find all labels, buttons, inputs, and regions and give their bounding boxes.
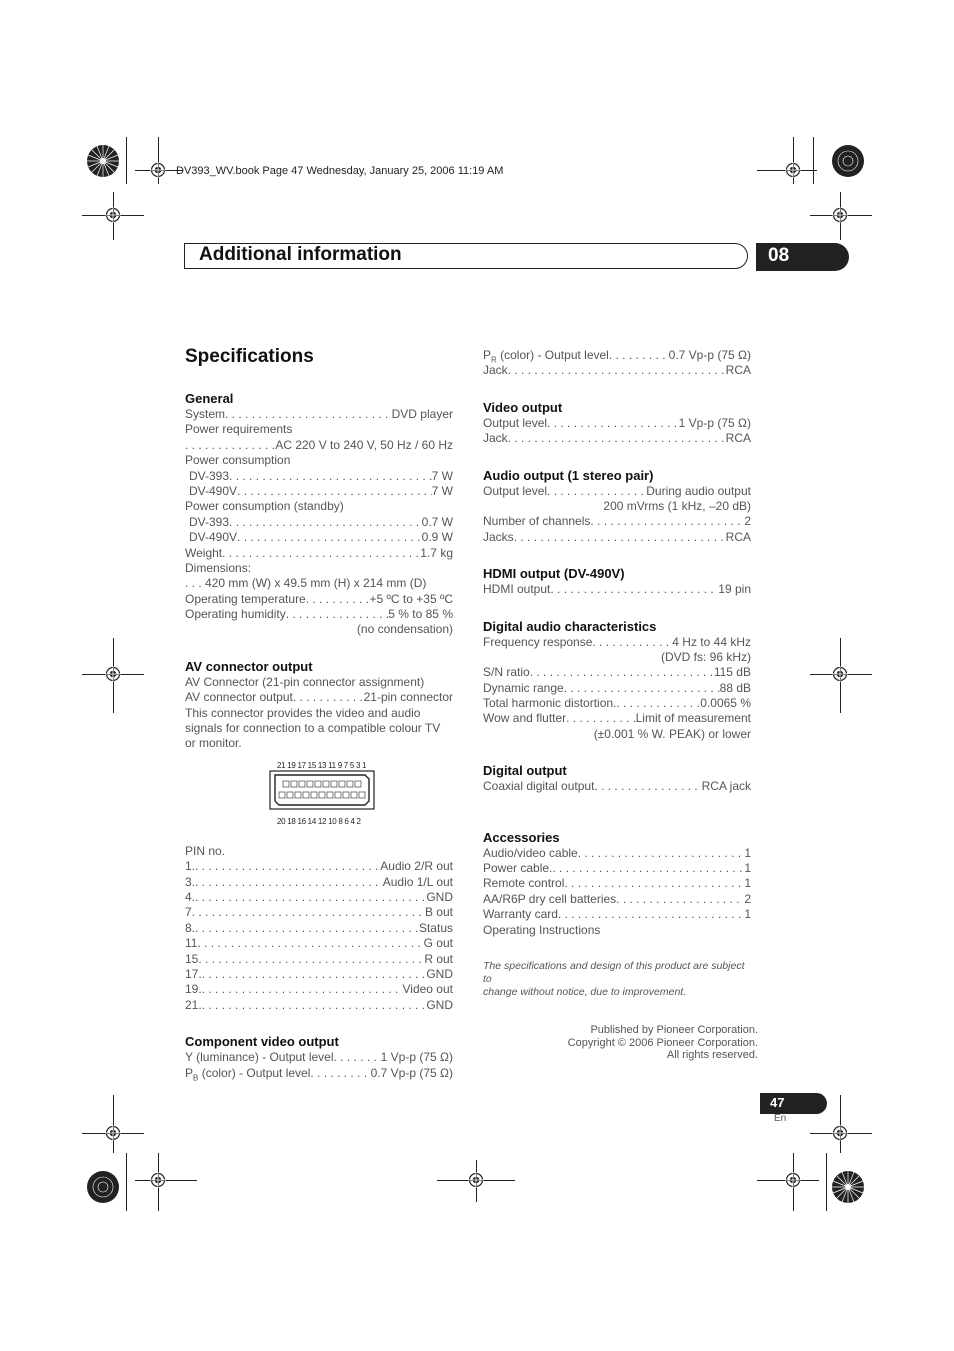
spec-text: This connector provides the video and audio (185, 705, 421, 720)
spec-label: 8. (185, 920, 196, 935)
accessory-item: Operating Instructions (483, 922, 601, 937)
spec-value: RCA (725, 363, 751, 378)
accessory-item (483, 907, 751, 922)
video-heading: Video output (483, 399, 563, 415)
copyright-line: Copyright © 2006 Pioneer Corporation. (567, 1036, 758, 1049)
crosshair-icon (832, 666, 848, 682)
spec-value: RCA jack (701, 779, 751, 794)
spec-value: 5 % to 85 % (388, 607, 453, 622)
accessory-item (483, 846, 751, 861)
spec-row (483, 779, 751, 794)
rights-line: All rights reserved. (666, 1049, 758, 1061)
spec-label: Power consumption (185, 453, 291, 468)
spec-row (185, 407, 453, 422)
crosshair-icon (785, 162, 801, 178)
crosshair-icon (105, 1125, 121, 1141)
right-column (483, 348, 751, 999)
spec-label: Remote control (483, 876, 565, 891)
page-number: 47 (770, 1095, 785, 1110)
spec-value: 0.7 Vp-p (75 Ω) (370, 1065, 453, 1080)
spec-value: 21-pin connector (363, 690, 453, 705)
spec-label: DV-393 (189, 468, 230, 483)
left-column (185, 390, 453, 1081)
accessory-item (483, 876, 751, 891)
spec-row (185, 515, 453, 530)
spec-label: Output level (483, 483, 548, 498)
spec-note: (DVD fs: 96 kHz) (660, 649, 751, 664)
spec-label: Total harmonic distortion. (483, 696, 617, 711)
spec-value: 0.9 W (421, 530, 453, 545)
print-header: DV393_WV.book Page 47 Wednesday, January 25, 2006 11:19 AM (176, 165, 504, 177)
spec-value: Audio 1/L out (382, 874, 453, 889)
spec-value: 115 dB (713, 665, 751, 680)
digital-output-heading: Digital output (483, 763, 567, 779)
spec-value: DVD player (391, 407, 453, 421)
spec-label: Coaxial digital output (483, 779, 595, 794)
chapter-number: 08 (768, 245, 790, 266)
spec-row (483, 416, 751, 431)
spec-label: Dimensions: (185, 560, 252, 575)
spec-row (483, 514, 751, 529)
page-title: Specifications (185, 346, 314, 367)
spec-value: 4 Hz to 44 kHz (672, 634, 751, 649)
crosshair-icon (468, 1172, 484, 1188)
pin-numbers-bottom: 20 18 16 14 12 10 8 6 4 2 (277, 816, 361, 826)
spec-value: 2 (744, 514, 751, 529)
spec-value: Video out (402, 982, 453, 997)
spec-value: 1 (744, 845, 751, 860)
spec-label: DV-490V (189, 530, 238, 545)
pin-row (185, 859, 453, 874)
spec-label: Operating temperature (185, 591, 306, 606)
spec-row (185, 469, 453, 484)
pin-row (185, 921, 453, 936)
av-heading: AV connector output (185, 658, 313, 674)
spec-value: 1 (744, 876, 751, 891)
spec-value: 19 pin (718, 582, 751, 597)
spec-label: AV connector output (185, 690, 293, 705)
spec-label: 11 (185, 936, 198, 951)
accessories-list (483, 846, 751, 923)
pin-row (185, 982, 453, 997)
spec-value: 2 (744, 891, 751, 906)
spec-note: (no condensation) (356, 622, 453, 637)
spec-row (185, 592, 453, 607)
spec-row (483, 484, 751, 499)
spec-value: GND (426, 997, 453, 1012)
spec-value: B out (424, 905, 453, 920)
accessory-item (483, 861, 751, 876)
pin-numbers-top: 21 19 17 15 13 11 9 7 5 3 1 (277, 760, 367, 770)
digital-audio-heading: Digital audio characteristics (483, 618, 657, 634)
spec-label: 1. (185, 859, 196, 874)
spec-value: Limit of measurement (635, 711, 751, 726)
general-heading: General (185, 391, 234, 406)
spec-value: AC 220 V to 240 V, 50 Hz / 60 Hz (275, 437, 453, 452)
spec-value: 1 (744, 907, 751, 922)
crosshair-icon (150, 162, 166, 178)
notice-line: change without notice, due to improvement. (483, 985, 687, 998)
spec-label: Jack (483, 431, 508, 446)
language-code: En (774, 1113, 787, 1124)
pin-row (185, 967, 453, 982)
spec-value: RCA (725, 431, 751, 446)
spec-label: Wow and flutter (483, 711, 567, 726)
spec-label: Power requirements (185, 422, 293, 437)
spec-value: 88 dB (719, 680, 751, 695)
spec-label: 3. (185, 874, 196, 889)
spec-row (483, 665, 751, 680)
spec-label: Y (luminance) - Output level (185, 1050, 334, 1065)
spec-label: DV-393 (189, 514, 230, 529)
pin-row (185, 890, 453, 905)
spec-value: 1 (744, 861, 751, 876)
spec-row (185, 484, 453, 499)
accessory-item (483, 892, 751, 907)
pin-row (185, 905, 453, 920)
spec-row (185, 607, 453, 622)
crosshair-icon (785, 1172, 801, 1188)
spec-row (185, 1050, 453, 1065)
spec-label: $P_B$ (color) - Output level (185, 1065, 311, 1082)
spec-label: Operating humidity (185, 607, 286, 622)
spec-row (483, 530, 751, 545)
publisher-line: Published by Pioneer Corporation. (590, 1024, 758, 1036)
spec-value: Status (418, 920, 453, 935)
publisher-info (500, 1024, 758, 1062)
registration-wheel-icon (831, 1170, 865, 1204)
pin-row (185, 936, 453, 951)
spec-value: 420 mm (W) x 49.5 mm (H) x 214 mm (D) (205, 576, 427, 591)
component-heading: Component video output (185, 1034, 339, 1050)
spec-label: Output level (483, 415, 548, 430)
spec-label: AA/R6P dry cell batteries (483, 891, 617, 906)
spec-value: R out (424, 951, 453, 966)
pin-list (185, 859, 453, 1013)
spec-label: 21. (185, 997, 202, 1012)
crosshair-icon (105, 207, 121, 223)
spec-label: Audio/video cable (483, 845, 578, 860)
spec-label: Jack (483, 363, 508, 378)
registration-wheel-icon (831, 144, 865, 178)
spec-label: Weight (185, 545, 223, 560)
spec-value: 1 Vp-p (75 Ω) (380, 1050, 453, 1065)
notice-line: The specifications and design of this product are subject to (483, 959, 745, 985)
spec-row (185, 438, 453, 453)
spec-row (185, 546, 453, 561)
crosshair-icon (832, 1125, 848, 1141)
spec-label: 4. (185, 889, 196, 904)
spec-row (185, 690, 453, 705)
spec-value: GND (426, 966, 453, 981)
spec-label: 19. (185, 982, 202, 997)
spec-label: Power cable. (483, 861, 553, 876)
spec-row (483, 431, 751, 446)
spec-row (483, 696, 751, 711)
registration-wheel-icon (86, 1170, 120, 1204)
spec-label: 15 (185, 951, 199, 966)
spec-label: Frequency response (483, 634, 593, 649)
spec-value: G out (423, 936, 453, 951)
spec-row: . . . 420 mm (W) x 49.5 mm (H) x 214 mm (D) (185, 576, 427, 591)
spec-row (185, 530, 453, 545)
spec-value: During audio output (646, 483, 751, 498)
registration-wheel-icon (86, 144, 120, 178)
spec-label: $P_R$ (color) - Output level (483, 348, 609, 365)
spec-value: GND (426, 889, 453, 904)
spec-label: S/N ratio (483, 665, 530, 680)
section-title: Additional information (199, 244, 402, 265)
spec-row (483, 711, 751, 726)
spec-label: Jacks (483, 529, 514, 544)
crosshair-icon (105, 666, 121, 682)
spec-value: Audio 2/R out (380, 859, 453, 874)
spec-value: 1.7 kg (420, 545, 453, 560)
hdmi-heading: HDMI output (DV-490V) (483, 566, 625, 582)
pin-row (185, 952, 453, 967)
spec-note: (±0.001 % W. PEAK) or lower (593, 726, 751, 741)
spec-label: 7 (185, 905, 192, 920)
spec-text: or monitor. (185, 736, 242, 751)
spec-note: 200 mVrms (1 kHz, –20 dB) (603, 498, 751, 513)
spec-value: 1 Vp-p (75 Ω) (678, 415, 751, 430)
scart-diagram (185, 758, 453, 844)
pin-row (185, 875, 453, 890)
spec-text: AV Connector (21-pin connector assignment) (185, 674, 425, 689)
spec-value: +5 ºC to +35 ºC (369, 591, 453, 606)
spec-value: 7 W (431, 468, 453, 483)
spec-row (483, 681, 751, 696)
spec-label: Power consumption (standby) (185, 499, 344, 514)
spec-value: RCA (725, 529, 751, 544)
spec-label: HDMI output (483, 582, 551, 597)
spec-label: 17. (185, 966, 202, 981)
spec-label: System (185, 407, 226, 421)
spec-label: Warranty card (483, 907, 558, 922)
accessories-heading: Accessories (483, 829, 560, 845)
spec-value: 0.7 W (421, 514, 453, 529)
spec-label: Number of channels (483, 514, 591, 529)
crosshair-icon (150, 1172, 166, 1188)
spec-value: 7 W (431, 483, 453, 498)
audio-heading: Audio output (1 stereo pair) (483, 467, 654, 483)
spec-row (483, 348, 751, 363)
scart-connector-icon (269, 770, 375, 810)
spec-value: 0.0065 % (700, 696, 751, 711)
spec-value: 0.7 Vp-p (75 Ω) (668, 348, 751, 362)
crosshair-icon (832, 207, 848, 223)
spec-row (483, 363, 751, 378)
spec-label: DV-490V (189, 483, 238, 498)
spec-label: PIN no. (185, 843, 226, 858)
pin-row (185, 998, 453, 1013)
spec-row (185, 1066, 453, 1081)
spec-text: signals for connection to a compatible colour TV (185, 721, 441, 736)
spec-row (483, 582, 751, 597)
spec-row (483, 635, 751, 650)
spec-label: Dynamic range (483, 680, 564, 695)
